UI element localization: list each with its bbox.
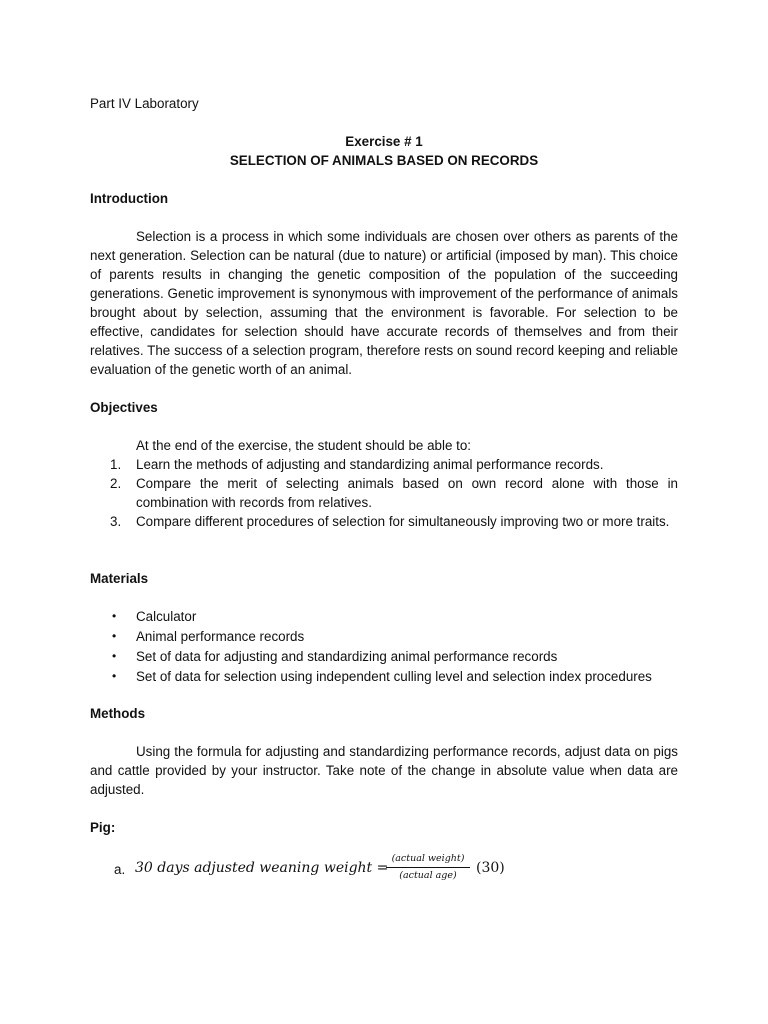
list-item xyxy=(90,474,678,512)
bullet-icon: • xyxy=(112,629,117,643)
list-number: 2. xyxy=(110,476,122,491)
part-title: Part IV Laboratory xyxy=(90,96,199,111)
list-item-text: Compare different procedures of selection for simultaneously improving two or more traits. xyxy=(136,514,670,529)
list-item xyxy=(90,512,678,531)
list-item-text: Set of data for adjusting and standardizing animal performance records xyxy=(136,649,558,664)
bullet-icon: • xyxy=(112,609,117,623)
list-item xyxy=(90,455,678,474)
fraction-bar xyxy=(386,867,470,868)
methods-heading: Methods xyxy=(90,706,146,721)
formula-factor: (30) xyxy=(476,860,505,876)
list-item-text: Calculator xyxy=(136,609,197,624)
exercise-title: SELECTION OF ANIMALS BASED ON RECORDS xyxy=(229,153,539,168)
bullet-icon: • xyxy=(112,669,117,683)
list-item xyxy=(90,607,678,627)
formula-label: a. xyxy=(114,862,126,877)
methods-paragraph: Using the formula for adjusting and standardizing performance records, adjust data on pigs and cattle provided by your instructor. Take note of the change in absolute value when data are adjusted. xyxy=(90,744,678,797)
formula-fraction xyxy=(386,852,470,883)
list-item-text: Learn the methods of adjusting and standardizing animal performance records. xyxy=(136,457,604,472)
exercise-number: Exercise # 1 xyxy=(345,134,423,149)
objectives-list xyxy=(90,455,678,531)
list-item-text: Compare the merit of selecting animals based on own record alone with those in combination with records from relatives. xyxy=(136,476,678,510)
list-number: 1. xyxy=(110,457,122,472)
formula-numerator: (actual weight) xyxy=(391,853,465,864)
list-item-text: Animal performance records xyxy=(136,629,305,644)
weaning-weight-formula xyxy=(90,850,678,890)
objectives-heading: Objectives xyxy=(90,400,158,415)
materials-heading: Materials xyxy=(90,571,149,586)
bullet-icon: • xyxy=(112,649,117,663)
list-item xyxy=(90,627,678,647)
pig-heading: Pig: xyxy=(90,820,116,835)
objectives-lead: At the end of the exercise, the student should be able to: xyxy=(136,438,471,453)
formula-lhs: 30 days adjusted weaning weight = xyxy=(135,860,389,876)
list-item xyxy=(90,647,678,667)
introduction-paragraph: Selection is a process in which some individuals are chosen over others as parents of the next generation. Selection can be natural (due to nature) or artificial (imposed by man). This choice of parents results in changing the genetic composition of the population of the succeeding generations. Genetic improvement is synonymous with improvement of the performance of animals brought about by selection, assuming that the environment is favorable. For selection to be effective, candidates for selection should have accurate records of themselves and from their relatives. The success of a selection program, therefore rests on sound record keeping and reliable evaluation of the genetic worth of an animal. xyxy=(90,229,678,377)
materials-list xyxy=(90,607,678,687)
list-number: 3. xyxy=(110,514,122,529)
list-item-text: Set of data for selection using independent culling level and selection index procedures xyxy=(136,669,652,684)
formula-denominator: (actual age) xyxy=(399,870,457,881)
introduction-heading: Introduction xyxy=(90,191,169,206)
list-item xyxy=(90,667,678,687)
